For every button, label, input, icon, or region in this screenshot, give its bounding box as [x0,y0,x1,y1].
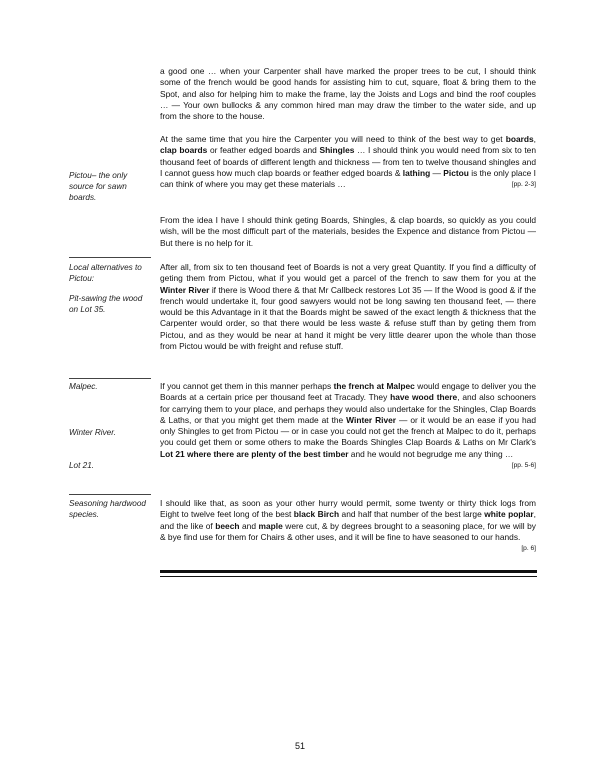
sidenote-lot-21: Lot 21. [69,461,95,470]
sidenote-pit-sawing: Pit-sawing the wood on Lot 35. [69,294,143,314]
paragraph-3: From the idea I have I should think geting Boards, Shingles, & clap boards, so quickly as you could wish, will be the most difficult part of the materials, besides the Expence and distance from Pictou — But there is no help for it. [160,215,536,248]
sidenote-divider [69,494,151,495]
page-reference: [pp. 2-3] [511,181,536,189]
paragraph-5: If you cannot get them in this manner perhaps the french at Malpec would engage to deliver you the Boards at a certain price per thousand feet at Tracady. They have wood there, and also schooners for carrying them to your place, and perhaps they would also undertake for the Shingles, Clap Boards & Laths, or that you might get them made at the Winter River — or it would be an ease if you had only Shingles to get from Pictou — or in case you could not get the french at Malpec to do it, perhaps you could get them or some others to make the Boards Shingles Clap Boards & Laths on Mr Clark's Lot 21 where there are plenty of the best timber and he would not begrudge me any thing … [pp. 5-6] [160,381,536,471]
sidenote-seasoning: Seasoning hardwood species. [69,499,146,519]
sidenote-malpec: Malpec. [69,382,98,391]
section-end-rule [160,570,537,573]
paragraph-1: a good one … when your Carpenter shall have marked the proper trees to be cut, I should think some of the french would be good hands for assisting him to cut, square, float & bring them to the Spot, and also for helping him to make the frame, lay the Joists and Logs and bind the roof couples … — Your own bullocks & any common hired man may draw the timber to the water side, and up from the shore to the house. [160,66,536,122]
page-reference: [pp. 5-6] [511,462,536,470]
page-number: 51 [294,741,305,751]
sidenote-divider [69,378,151,379]
page-reference: [p. 6] [521,545,536,553]
sidenote-pictou: Pictou– the only source for sawn boards. [69,171,128,202]
paragraph-6: I should like that, as soon as your other hurry would permit, some twenty or thirty thick logs from Eight to twelve feet long of the best black Birch and half that number of the best large white poplar, and the like of beech and maple were cut, & by degrees brought to a seasoning place, for we will by & bye find use for them for Chairs & other uses, and it will be fine to have seasoned to our hands. [p. 6] [160,498,536,554]
section-end-rule-thin [160,576,537,577]
paragraph-4: After all, from six to ten thousand feet of Boards is not a very great Quantity. If you find a difficulty of geting them from Pictou, what if you would get a parcel of the french to saw them for you at the Winter River if there is Wood there & that Mr Callbeck restores Lot 35 — If the Wood is good & if the french would undertake it, four good sawyers would not be long sawing ten thousand feet, — there would be this Advantage in it that the Boards might be sawed of the exact length & thickness that the Carpenter would order, so that there would be less waste & refuse stuff than by geting them from Pictou, and as they would be near at hand it might be very little dearer upon the whole than those from Pictou would be with freight and refuse stuff. [160,262,536,352]
paragraph-2: At the same time that you hire the Carpenter you will need to think of the best way to get boards, clap boards or feather edged boards and Shingles … I should think you would need from six to ten thousand feet of boards of different length and thickness — from ten to twelve thousand shingles and I cannot guess how much clap boards or feather edged boards & lathing — Pictou is the only place I can think of where you may get these materials … [pp. 2-3] [160,134,536,190]
sidenote-local-alternatives: Local alternatives to Pictou: [69,263,142,283]
sidenote-divider [69,257,151,258]
sidenote-winter-river: Winter River. [69,428,116,437]
